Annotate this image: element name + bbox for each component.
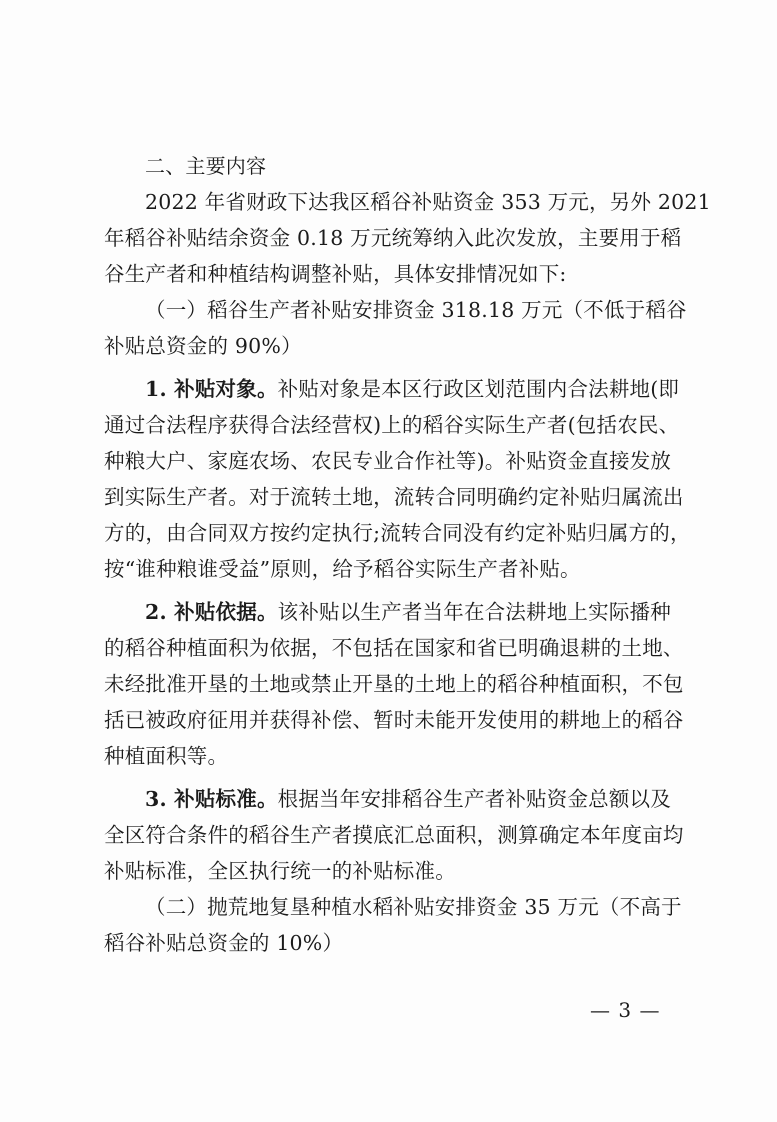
- subsection-1-line-2: 补贴总资金的 90%）: [104, 334, 302, 358]
- item-1-paragraph: [104, 371, 691, 587]
- item-1-title: 1. 补贴对象。: [145, 377, 278, 401]
- item-3-paragraph: [104, 781, 684, 889]
- item-2-line-4: 括已被政府征用并获得补偿、暂时未能开发使用的耕地上的稻谷: [104, 708, 684, 732]
- item-1-line-1-text: 补贴对象是本区行政区划范围内合法耕地(即: [277, 377, 680, 401]
- item-2-line-2: 的稻谷种植面积为依据，不包括在国家和省已明确退耕的土地、: [104, 636, 684, 660]
- intro-paragraph: [104, 184, 711, 292]
- intro-line-3: 谷生产者和种植结构调整补贴，具体安排情况如下:: [104, 262, 567, 286]
- document-body: [104, 148, 711, 961]
- item-2-line-1: [104, 594, 672, 630]
- item-2-paragraph: [104, 594, 684, 774]
- intro-line-2: 年稻谷补贴结余资金 0.18 万元统筹纳入此次发放，主要用于稻: [104, 226, 682, 250]
- subsection-1-line-1: （一）稻谷生产者补贴安排资金 318.18 万元（不低于稻谷: [145, 298, 687, 322]
- item-3-line-1: [104, 781, 672, 817]
- item-2-line-3: 未经批准开垦的土地或禁止开垦的土地上的稻谷种植面积，不包: [104, 672, 684, 696]
- item-1-line-1: [104, 371, 680, 407]
- item-3-line-3: 补贴标准，全区执行统一的补贴标准。: [104, 859, 456, 883]
- item-1-line-6: 按“谁种粮谁受益”原则，给予稻谷实际生产者补贴。: [104, 557, 581, 581]
- item-3-title: 3. 补贴标准。: [145, 787, 278, 811]
- section-heading: 二、主要内容: [145, 154, 267, 178]
- item-3-line-1-text: 根据当年安排稻谷生产者补贴资金总额以及: [277, 787, 671, 811]
- item-2-title: 2. 补贴依据。: [145, 600, 278, 624]
- item-1-line-2: 通过合法程序获得合法经营权)上的稻谷实际生产者(包括农民、: [104, 413, 680, 437]
- subsection-2-line-2: 稻谷补贴总资金的 10%）: [104, 931, 344, 955]
- item-1-line-3: 种粮大户、家庭农场、农民专业合作社等)。补贴资金直接发放: [104, 449, 672, 473]
- item-1-line-4: 到实际生产者。对于流转土地，流转合同明确约定补贴归属流出: [104, 485, 684, 509]
- item-2-line-5: 种植面积等。: [104, 744, 229, 768]
- subsection-1: [104, 292, 687, 364]
- page-number: — 3 —: [590, 998, 661, 1022]
- subsection-2-line-1: （二）抛荒地复垦种植水稻补贴安排资金 35 万元（不高于: [145, 895, 682, 919]
- item-1-line-5: 方的，由合同双方按约定执行;流转合同没有约定补贴归属方的，: [104, 521, 691, 545]
- intro-line-1: 2022 年省财政下达我区稻谷补贴资金 353 万元，另外 2021: [145, 190, 711, 214]
- subsection-2: [104, 889, 682, 961]
- item-2-line-1-text: 该补贴以生产者当年在合法耕地上实际播种: [277, 600, 671, 624]
- item-3-line-2: 全区符合条件的稻谷生产者摸底汇总面积，测算确定本年度亩均: [104, 823, 684, 847]
